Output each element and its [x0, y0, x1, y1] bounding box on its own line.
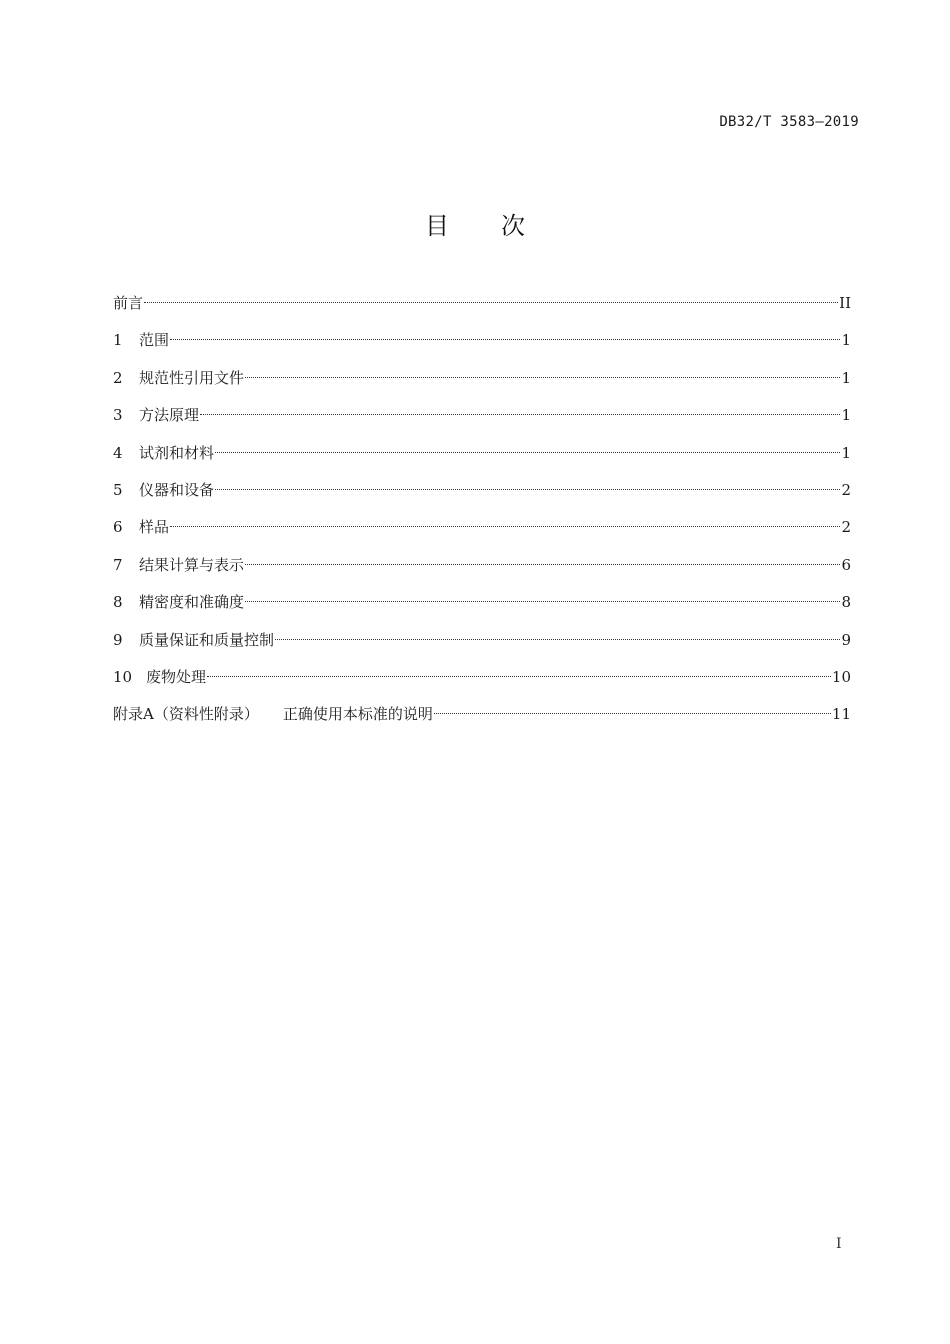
toc-leader-dots [434, 697, 831, 719]
toc-leader-dots [215, 436, 840, 458]
toc-leader-dots [207, 660, 831, 682]
toc-entry-label: 废物处理 [146, 667, 207, 686]
toc-entry-page: 9 [841, 630, 851, 649]
toc-entry-2[interactable] [113, 361, 851, 398]
toc-entry-3[interactable] [113, 398, 851, 435]
toc-entry-number: 6 [113, 518, 123, 537]
toc-entry-page: 2 [841, 480, 851, 499]
toc-entry-label: 仪器和设备 [139, 480, 215, 499]
toc-entry-appendix-a[interactable] [113, 697, 851, 734]
toc-entry-page: 8 [841, 593, 851, 612]
toc-entry-label: 试剂和材料 [139, 443, 215, 462]
toc-leader-dots [170, 510, 840, 532]
toc-entry-label: 规范性引用文件 [139, 368, 245, 387]
toc-leader-dots [144, 286, 838, 308]
toc-entry-label: 前言 [113, 294, 144, 312]
toc-entry-label: 范围 [139, 331, 170, 350]
toc-entry-page: 10 [831, 667, 851, 686]
toc-entry-6[interactable] [113, 510, 851, 547]
toc-entry-foreword[interactable] [113, 286, 851, 323]
toc-entry-label: 质量保证和质量控制 [139, 630, 275, 649]
toc-entry-label: 样品 [139, 518, 170, 537]
toc-entry-7[interactable] [113, 548, 851, 585]
toc-entry-number: 4 [113, 443, 123, 462]
toc-entry-page: 1 [841, 443, 851, 462]
toc-entry-number: 8 [113, 593, 123, 612]
toc-leader-dots [245, 361, 840, 383]
toc-entry-4[interactable] [113, 436, 851, 473]
page-title: 目次 [425, 212, 577, 240]
toc-entry-page: 1 [841, 406, 851, 425]
toc-leader-dots [275, 623, 840, 645]
toc-entry-page: 1 [841, 331, 851, 350]
toc-leader-dots [170, 323, 840, 345]
document-code: DB32/T 3583—2019 [719, 114, 859, 130]
toc-entry-sublabel: 正确使用本标准的说明 [282, 705, 433, 724]
page-number: I [836, 1236, 842, 1252]
toc-entry-5[interactable] [113, 473, 851, 510]
toc-entry-label: 方法原理 [139, 406, 200, 425]
toc-entry-label: 精密度和准确度 [139, 593, 245, 612]
toc-entry-number: 3 [113, 406, 123, 425]
table-of-contents [113, 286, 851, 735]
toc-entry-label: 结果计算与表示 [139, 555, 245, 574]
toc-entry-page: II [839, 294, 851, 312]
toc-entry-number: 1 [113, 331, 123, 350]
toc-entry-1[interactable] [113, 323, 851, 360]
toc-entry-10[interactable] [113, 660, 851, 697]
toc-entry-page: 11 [831, 705, 851, 724]
toc-entry-page: 2 [841, 518, 851, 537]
toc-entry-number: 10 [113, 667, 133, 686]
toc-leader-dots [245, 585, 840, 607]
toc-entry-number: 2 [113, 368, 123, 387]
toc-entry-number: 5 [113, 480, 123, 499]
toc-entry-page: 6 [841, 555, 851, 574]
toc-entry-label: 附录A（资料性附录） [113, 705, 259, 724]
toc-entry-number: 9 [113, 630, 123, 649]
toc-entry-8[interactable] [113, 585, 851, 622]
toc-leader-dots [215, 473, 840, 495]
toc-leader-dots [200, 398, 840, 420]
toc-leader-dots [245, 548, 840, 570]
toc-entry-9[interactable] [113, 623, 851, 660]
toc-entry-page: 1 [841, 368, 851, 387]
toc-entry-number: 7 [113, 555, 123, 574]
